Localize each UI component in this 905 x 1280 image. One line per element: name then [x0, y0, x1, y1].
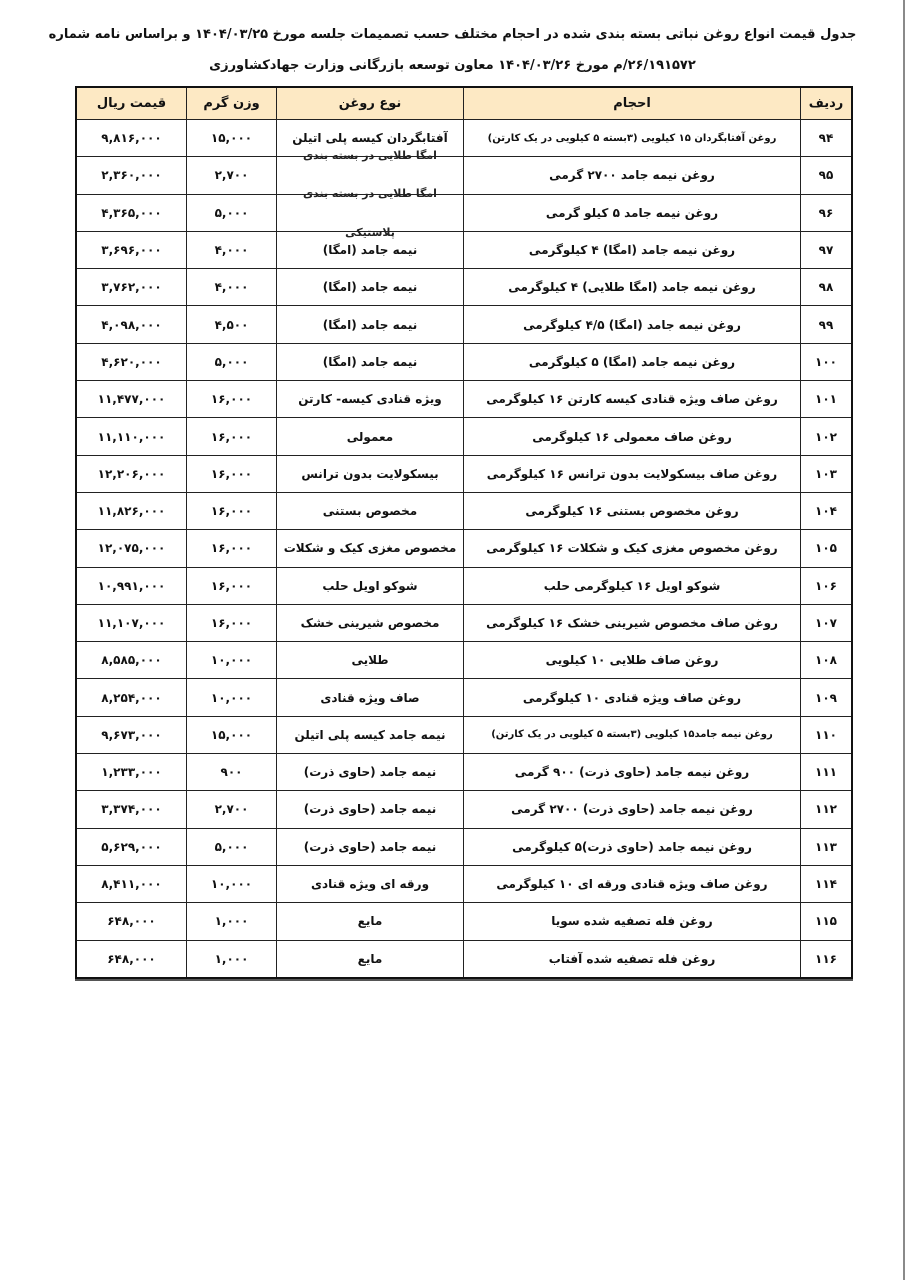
- document-title-line-2: ۲۶/۱۹۱۵۷۲/م مورخ ۱۴۰۴/۰۳/۲۶ معاون توسعه بازرگانی وزارت جهادکشاورزی: [209, 58, 696, 73]
- description-cell: روغن نیمه جامد (امگا) ۴/۵ کیلوگرمی: [464, 306, 801, 343]
- price-cell: ۱۱,۸۲۶,۰۰۰: [76, 492, 187, 529]
- table-row: [76, 604, 852, 641]
- row-number-cell: ۱۰۳: [801, 455, 853, 492]
- description-cell: روغن نیمه جامد۱۵ کیلویی (۳بسته ۵ کیلویی در یک کارتن): [464, 716, 801, 753]
- table-row: [76, 679, 852, 716]
- weight-cell: ۱۵,۰۰۰: [187, 120, 277, 157]
- description-cell: روغن نیمه جامد (امگا) ۴ کیلوگرمی: [464, 231, 801, 268]
- row-number-cell: ۹۸: [801, 269, 853, 306]
- oil-type-cell: بیسکولایت بدون ترانس: [277, 455, 464, 492]
- description-cell: روغن مخصوص مغزی کیک و شکلات ۱۶ کیلوگرمی: [464, 530, 801, 567]
- oil-type-cell: مخصوص مغزی کیک و شکلات: [277, 530, 464, 567]
- row-number-cell: ۱۰۸: [801, 642, 853, 679]
- table-body: [76, 120, 852, 978]
- price-cell: ۳,۷۶۲,۰۰۰: [76, 269, 187, 306]
- table-row: [76, 343, 852, 380]
- price-cell: ۴,۶۲۰,۰۰۰: [76, 343, 187, 380]
- row-number-cell: ۹۴: [801, 120, 853, 157]
- row-number-cell: ۱۰۰: [801, 343, 853, 380]
- row-number-cell: ۹۵: [801, 157, 853, 194]
- table-header-row: [76, 87, 852, 120]
- price-cell: ۳,۶۹۶,۰۰۰: [76, 231, 187, 268]
- oil-type-cell: نیمه جامد (حاوی ذرت): [277, 791, 464, 828]
- weight-cell: ۴,۰۰۰: [187, 231, 277, 268]
- header-oil-type: نوع روغن: [277, 87, 464, 120]
- description-cell: روغن نیمه جامد (حاوی ذرت) ۹۰۰ گرمی: [464, 754, 801, 791]
- header-description: احجام: [464, 87, 801, 120]
- description-cell: روغن نیمه جامد (امگا) ۵ کیلوگرمی: [464, 343, 801, 380]
- row-number-cell: ۹۷: [801, 231, 853, 268]
- header-weight: وزن گرم: [187, 87, 277, 120]
- weight-cell: ۱,۰۰۰: [187, 940, 277, 978]
- price-cell: ۸,۵۸۵,۰۰۰: [76, 642, 187, 679]
- table-row: [76, 754, 852, 791]
- row-number-cell: ۱۱۲: [801, 791, 853, 828]
- price-cell: ۸,۲۵۴,۰۰۰: [76, 679, 187, 716]
- oil-type-cell: صاف ویژه قنادی: [277, 679, 464, 716]
- row-number-cell: ۱۱۵: [801, 903, 853, 940]
- table-row: [76, 231, 852, 268]
- table-row: [76, 269, 852, 306]
- price-cell: ۴,۳۶۵,۰۰۰: [76, 194, 187, 231]
- weight-cell: ۱۶,۰۰۰: [187, 492, 277, 529]
- description-cell: شوکو اویل ۱۶ کیلوگرمی حلب: [464, 567, 801, 604]
- oil-type-cell: نیمه جامد (امگا): [277, 231, 464, 268]
- price-cell: ۶۴۸,۰۰۰: [76, 903, 187, 940]
- oil-type-cell: ویژه قنادی کیسه- کارتن: [277, 381, 464, 418]
- row-number-cell: ۱۱۳: [801, 828, 853, 865]
- description-cell: روغن صاف بیسکولایت بدون ترانس ۱۶ کیلوگرمی: [464, 455, 801, 492]
- weight-cell: ۵,۰۰۰: [187, 828, 277, 865]
- weight-cell: ۵,۰۰۰: [187, 194, 277, 231]
- table-row: [76, 157, 852, 194]
- row-number-cell: ۹۹: [801, 306, 853, 343]
- row-number-cell: ۱۱۱: [801, 754, 853, 791]
- price-cell: ۹,۸۱۶,۰۰۰: [76, 120, 187, 157]
- price-cell: ۴,۰۹۸,۰۰۰: [76, 306, 187, 343]
- row-number-cell: ۱۰۴: [801, 492, 853, 529]
- header-price: قیمت ریال: [76, 87, 187, 120]
- table-row: [76, 455, 852, 492]
- row-number-cell: ۱۰۲: [801, 418, 853, 455]
- description-cell: روغن نیمه جامد ۲۷۰۰ گرمی: [464, 157, 801, 194]
- row-number-cell: ۱۱۶: [801, 940, 853, 978]
- weight-cell: ۹۰۰: [187, 754, 277, 791]
- description-cell: روغن نیمه جامد (امگا طلایی) ۴ کیلوگرمی: [464, 269, 801, 306]
- oil-type-cell: نیمه جامد (حاوی ذرت): [277, 828, 464, 865]
- price-cell: ۲,۳۶۰,۰۰۰: [76, 157, 187, 194]
- price-cell: ۱۲,۰۷۵,۰۰۰: [76, 530, 187, 567]
- table-row: [76, 642, 852, 679]
- price-cell: ۳,۳۷۴,۰۰۰: [76, 791, 187, 828]
- table-row: [76, 306, 852, 343]
- table-row: [76, 418, 852, 455]
- table-row: [76, 791, 852, 828]
- oil-type-cell: نیمه جامد (امگا): [277, 306, 464, 343]
- oil-type-overflow-text: پلاستیکی: [345, 225, 395, 239]
- weight-cell: ۱۶,۰۰۰: [187, 455, 277, 492]
- price-cell: ۱۱,۱۱۰,۰۰۰: [76, 418, 187, 455]
- oil-type-cell: معمولی: [277, 418, 464, 455]
- table-row: [76, 828, 852, 865]
- price-cell: ۱۲,۲۰۶,۰۰۰: [76, 455, 187, 492]
- row-number-cell: ۱۱۴: [801, 865, 853, 902]
- weight-cell: ۲,۷۰۰: [187, 157, 277, 194]
- table-row: [76, 567, 852, 604]
- oil-type-cell: مخصوص بستنی: [277, 492, 464, 529]
- description-cell: روغن صاف ویژه قنادی ورقه ای ۱۰ کیلوگرمی: [464, 865, 801, 902]
- row-number-cell: ۹۶: [801, 194, 853, 231]
- row-number-cell: ۱۰۱: [801, 381, 853, 418]
- oil-type-cell: نیمه جامد (امگا): [277, 269, 464, 306]
- weight-cell: ۱۰,۰۰۰: [187, 865, 277, 902]
- weight-cell: ۴,۵۰۰: [187, 306, 277, 343]
- oil-type-overflow-text: امگا طلایی در بسته بندی: [303, 149, 437, 163]
- weight-cell: ۱۵,۰۰۰: [187, 716, 277, 753]
- table-row: [76, 530, 852, 567]
- weight-cell: ۱۶,۰۰۰: [187, 567, 277, 604]
- description-cell: روغن صاف مخصوص شیرینی خشک ۱۶ کیلوگرمی: [464, 604, 801, 641]
- table-row: [76, 903, 852, 940]
- oil-price-table: [75, 86, 853, 979]
- description-cell: روغن نیمه جامد (حاوی ذرت)۵ کیلوگرمی: [464, 828, 801, 865]
- oil-type-cell: [277, 186, 464, 239]
- description-cell: روغن فله تصفیه شده سویا: [464, 903, 801, 940]
- weight-cell: ۱,۰۰۰: [187, 903, 277, 940]
- description-cell: روغن نیمه جامد ۵ کیلو گرمی: [464, 194, 801, 231]
- row-number-cell: ۱۰۷: [801, 604, 853, 641]
- weight-cell: ۵,۰۰۰: [187, 343, 277, 380]
- oil-type-cell: نیمه جامد (امگا): [277, 343, 464, 380]
- oil-type-cell: ورقه ای ویژه قنادی: [277, 865, 464, 902]
- price-cell: ۱۱,۴۷۷,۰۰۰: [76, 381, 187, 418]
- description-cell: روغن نیمه جامد (حاوی ذرت) ۲۷۰۰ گرمی: [464, 791, 801, 828]
- row-number-cell: ۱۰۹: [801, 679, 853, 716]
- table-row: [76, 381, 852, 418]
- table-row: [76, 492, 852, 529]
- price-cell: ۶۴۸,۰۰۰: [76, 940, 187, 978]
- oil-type-cell: مخصوص شیرینی خشک: [277, 604, 464, 641]
- weight-cell: ۱۶,۰۰۰: [187, 418, 277, 455]
- weight-cell: ۱۰,۰۰۰: [187, 642, 277, 679]
- weight-cell: ۱۶,۰۰۰: [187, 381, 277, 418]
- price-cell: ۹,۶۷۳,۰۰۰: [76, 716, 187, 753]
- weight-cell: ۱۰,۰۰۰: [187, 679, 277, 716]
- oil-type-cell: طلایی: [277, 642, 464, 679]
- document-title-line-1: جدول قیمت انواع روغن نباتی بسته بندی شده در احجام مختلف حسب تصمیمات جلسه مورخ ۱۴۰۴/۰۳/۲۵ و براساس نامه شماره: [48, 27, 857, 42]
- description-cell: روغن فله تصفیه شده آفتاب: [464, 940, 801, 978]
- weight-cell: ۱۶,۰۰۰: [187, 530, 277, 567]
- weight-cell: ۱۶,۰۰۰: [187, 604, 277, 641]
- price-cell: ۵,۶۲۹,۰۰۰: [76, 828, 187, 865]
- row-number-cell: ۱۱۰: [801, 716, 853, 753]
- price-cell: ۱,۲۳۳,۰۰۰: [76, 754, 187, 791]
- weight-cell: ۴,۰۰۰: [187, 269, 277, 306]
- oil-type-cell: شوکو اویل حلب: [277, 567, 464, 604]
- description-cell: روغن صاف ویژه قنادی ۱۰ کیلوگرمی: [464, 679, 801, 716]
- table-row: [76, 194, 852, 231]
- row-number-cell: ۱۰۶: [801, 567, 853, 604]
- description-cell: روغن صاف ویژه قنادی کیسه کارتن ۱۶ کیلوگرمی: [464, 381, 801, 418]
- oil-type-cell: مایع: [277, 940, 464, 978]
- price-cell: ۱۰,۹۹۱,۰۰۰: [76, 567, 187, 604]
- oil-type-cell: نیمه جامد کیسه پلی اتیلن: [277, 716, 464, 753]
- oil-type-cell: آفتابگردان کیسه پلی اتیلن: [277, 120, 464, 157]
- price-cell: ۱۱,۱۰۷,۰۰۰: [76, 604, 187, 641]
- oil-type-cell: نیمه جامد (حاوی ذرت): [277, 754, 464, 791]
- description-cell: روغن مخصوص بستنی ۱۶ کیلوگرمی: [464, 492, 801, 529]
- oil-type-cell: مایع: [277, 903, 464, 940]
- table-row: [76, 120, 852, 157]
- price-cell: ۸,۴۱۱,۰۰۰: [76, 865, 187, 902]
- description-cell: روغن آفتابگردان ۱۵ کیلویی (۳بسته ۵ کیلویی در یک کارتن): [464, 120, 801, 157]
- table-row: [76, 865, 852, 902]
- oil-type-overflow-text: امگا طلایی در بسته بندی: [303, 186, 437, 200]
- description-cell: روغن صاف طلایی ۱۰ کیلویی: [464, 642, 801, 679]
- row-number-cell: ۱۰۵: [801, 530, 853, 567]
- header-row-number: ردیف: [801, 87, 853, 120]
- weight-cell: ۲,۷۰۰: [187, 791, 277, 828]
- table-row: [76, 716, 852, 753]
- table-row: [76, 940, 852, 978]
- description-cell: روغن صاف معمولی ۱۶ کیلوگرمی: [464, 418, 801, 455]
